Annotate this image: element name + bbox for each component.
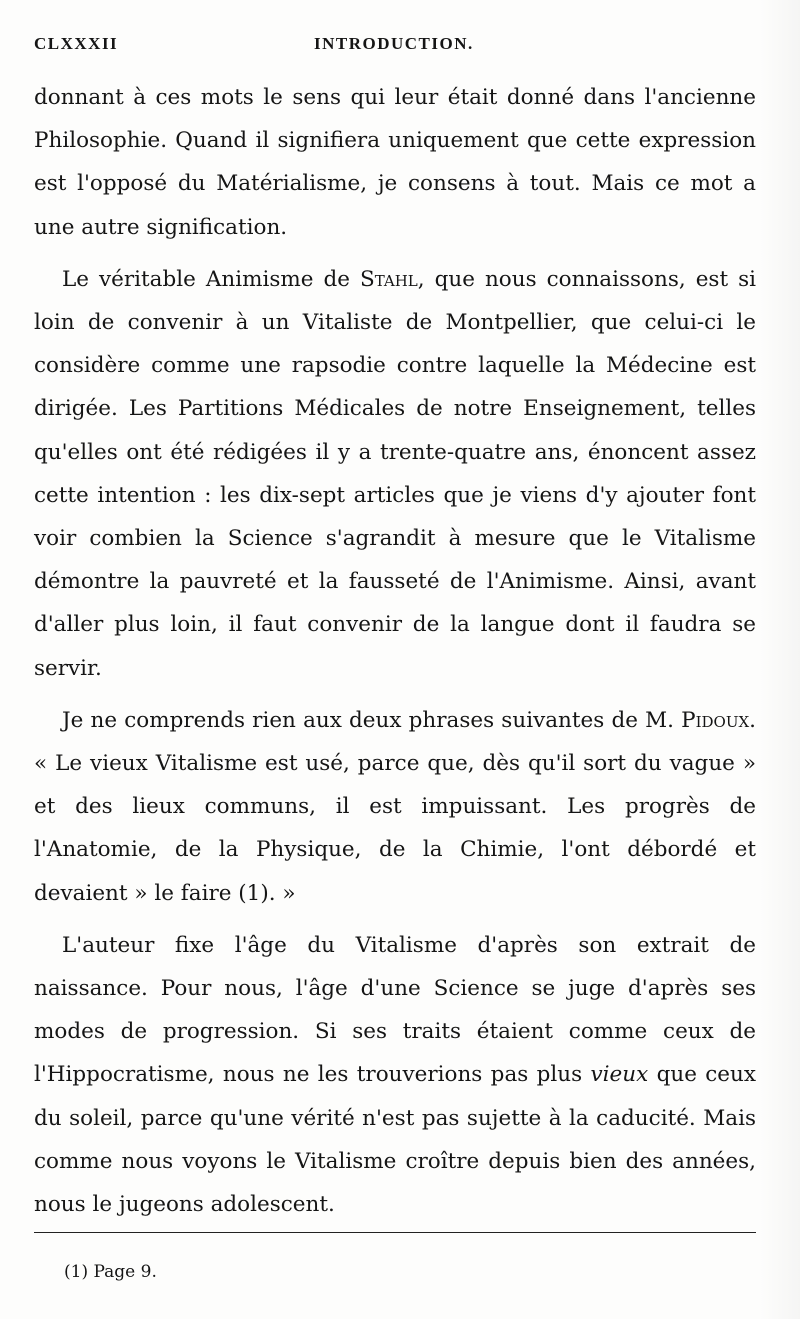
paragraph-text: donnant à ces mots le sens qui leur était donné dans l'ancienne Philosophie. Quand il signifiera uniquement que cette expression est l'opposé du Matérialisme, je consens à tout. Mais ce mot a une autre signification. [34,85,756,240]
italic-word: vieux [590,1062,649,1088]
quotation-text: . « Le vieux Vitalisme est usé, parce que, dès qu'il sort du vague » et des lieux communs, il est impuissant. Les progrès de l'Anatomie, de la Physique, de la Chimie, l'ont débordé et devaient » le faire (1). » [34,707,756,906]
footnote-divider [34,1232,756,1233]
paragraph [34,924,756,1226]
paragraph-text: Je ne comprends rien aux deux phrases suivantes de M. [62,707,682,733]
footnote: (1) Page 9. [64,1262,157,1282]
author-name-pidoux: Pidoux [681,707,750,733]
page-edge-shadow [760,0,800,1319]
paragraph-text: , que nous connaissons, est si loin de convenir à un Vitaliste de Montpellier, que celui-ci le considère comme une rapsodie contre laquelle la Médecine est dirigée. Les Partitions Médicales de notre Enseignement, telles qu'elles ont été rédigées il y a trente-quatre ans, énoncent assez cette intention : les dix-sept articles que je viens d'y ajouter font voir combien la Science s'agrandit à mesure que le Vitalisme démontre la pauvreté et la fausseté de l'Animisme. Ainsi, avant d'aller plus loin, il faut convenir de la langue dont il faudra se servir. [34,266,757,681]
paragraph-text: L'auteur fixe l'âge du Vitalisme d'après son extrait de naissance. Pour nous, l'âge d'une Science se juge d'après ses modes de progression. Si ses traits étaient comme ceux de l'Hippocratisme, nous ne les trouverions pas plus [34,932,756,1088]
author-name-stahl: Stahl [359,266,418,292]
running-head [34,34,756,60]
body-text [34,76,756,1235]
paragraph [34,699,756,915]
paragraph [34,76,756,249]
paragraph [34,258,756,690]
paragraph-text: Le véritable Animisme de [62,266,360,292]
running-title: INTRODUCTION. [314,34,474,53]
paragraph-text: que ceux du soleil, parce qu'une vérité n'est pas sujette à la caducité. Mais comme nous voyons le Vitalisme croître depuis bien des années, nous le jugeons adolescent. [34,1062,756,1218]
page-number: CLXXXII [34,34,119,53]
